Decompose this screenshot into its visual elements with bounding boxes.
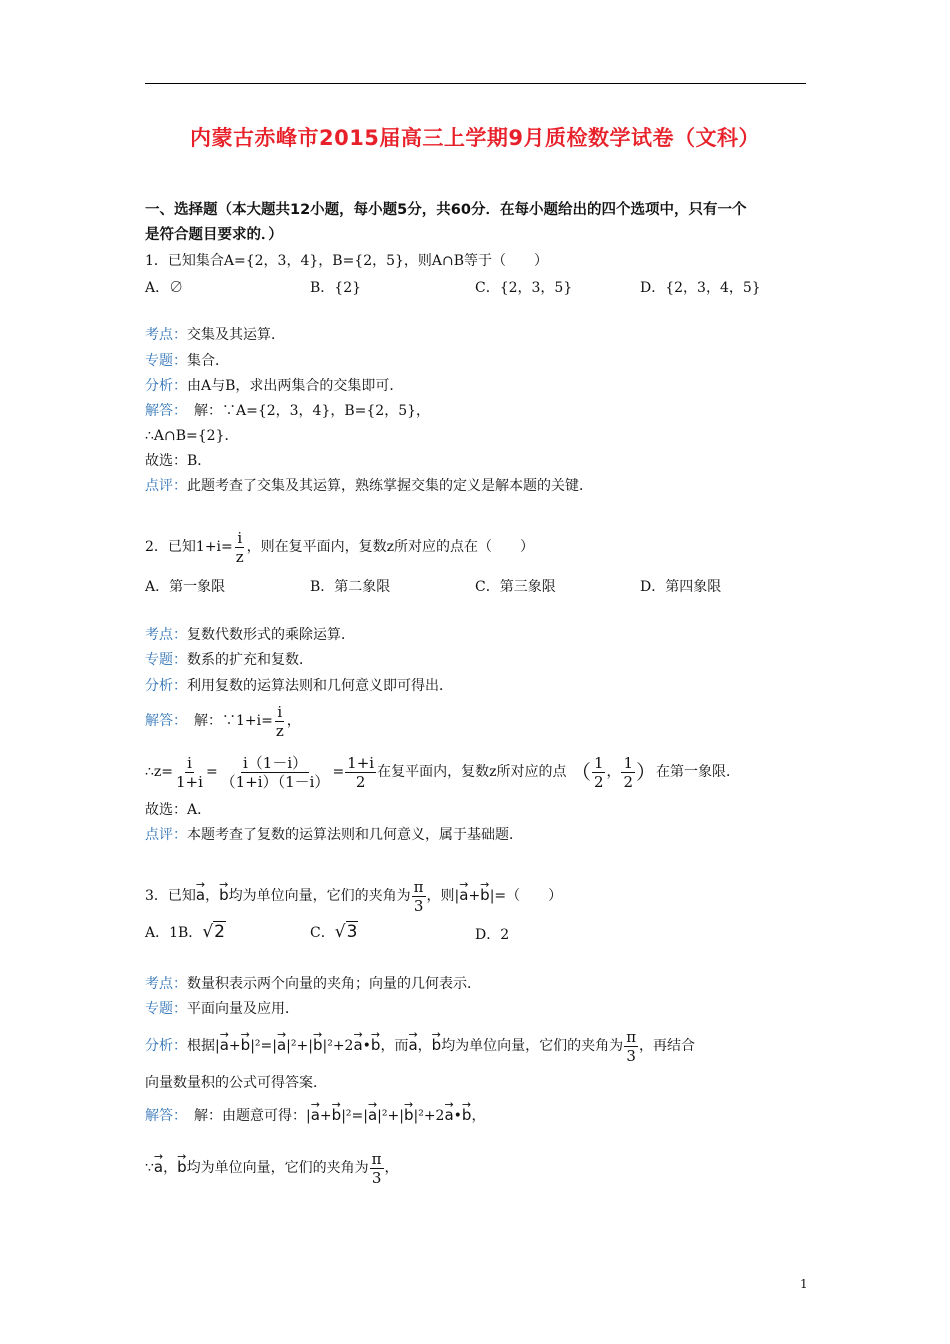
page-title: 内蒙古赤峰市2015届高三上学期9月质检数学试卷（文科） <box>189 126 761 150</box>
q3-fx-sq: |²+| <box>286 1038 313 1054</box>
q3-last-mid: 均为单位向量，它们的夹角为 <box>186 1160 369 1176</box>
q1-option-c: C．{2，3，5} <box>475 280 573 296</box>
q2-choose: 故选：A． <box>145 802 212 818</box>
q3-fx-b3: → b <box>371 1026 381 1064</box>
q1-step2: ∴A∩B={2}． <box>145 428 239 444</box>
q3-fx-a2: → a <box>277 1026 286 1064</box>
q3-jd-b: → b <box>332 1098 342 1132</box>
q2-eq2: = <box>332 764 345 780</box>
q2-jieda-fraction <box>274 703 286 740</box>
q2-calc-frac2 <box>219 754 332 791</box>
label-kaodian: 考点： <box>145 627 187 643</box>
q1-choose: 故选：B． <box>145 453 212 469</box>
q2-option-c: C．第三象限 <box>475 579 556 595</box>
q2-calc-mid: 在复平面内，复数z所对应的点 <box>377 764 567 780</box>
q2-stem-fraction <box>234 529 246 566</box>
q3-pi: π <box>413 877 424 896</box>
q3-jd-dot: • <box>453 1108 462 1124</box>
q2-py-num: 1 <box>623 753 634 772</box>
label-zhuanti: 专题： <box>145 353 187 369</box>
q3-zhuanti-text: 平面向量及应用． <box>187 1001 299 1017</box>
q3-stem-pre: 3．已知 <box>145 888 196 904</box>
q3-fenxi <box>145 1026 695 1065</box>
label-fenxi: 分析： <box>145 678 187 694</box>
q3-option-ab <box>145 922 226 942</box>
q1-jieda <box>145 401 430 421</box>
q2-calc-pre: ∴z= <box>145 764 174 780</box>
q2-option-b: B．第二象限 <box>310 579 391 595</box>
q3-last-three: 3 <box>371 1168 382 1187</box>
q2-jieda-num: i <box>277 702 283 721</box>
q2-calc-post: 在第一象限． <box>656 764 741 780</box>
q2-point-x <box>592 754 606 791</box>
q2-stem <box>145 528 534 566</box>
q2-f1-den: 1+i <box>176 772 203 791</box>
q3-vector-a: → a <box>196 876 205 914</box>
q3-fx-a4: → a <box>408 1026 417 1064</box>
q3-last-pre: ∵ <box>145 1160 154 1176</box>
q3-option-d: D．2 <box>475 927 510 943</box>
q3-fx-eq: |²=| <box>250 1038 277 1054</box>
q2-f2-den: （1+i）（1－i） <box>220 772 330 791</box>
q2-px-den: 2 <box>593 772 604 791</box>
q3-fx-mid: ，而 <box>380 1038 409 1054</box>
q3-stem-mid: 均为单位向量，它们的夹角为 <box>228 888 411 904</box>
q1-zhuanti-text: 集合． <box>187 353 229 369</box>
q3-plus: + <box>468 888 481 904</box>
q3-last-pi: π <box>371 1149 382 1168</box>
q3-kaodian <box>145 974 481 994</box>
label-dianping: 点评： <box>145 827 187 843</box>
q1-dianping <box>145 476 593 496</box>
q2-f3-den: 2 <box>355 772 366 791</box>
q3-fx-comma: ， <box>417 1038 432 1054</box>
q3-fx-b2: → b <box>313 1026 323 1064</box>
q3-jd-b2: → b <box>404 1098 414 1132</box>
q1-option-d: D．{2，3，4，5} <box>640 280 761 296</box>
q3-jd-a3: → a <box>444 1098 453 1132</box>
q2-stem-pre: 2．已知1+i= <box>145 539 233 555</box>
q3-fenxi-line2: 向量数量积的公式可得答案． <box>145 1075 327 1091</box>
q1-option-b: B．{2} <box>310 280 362 296</box>
label-jieda: 解答： <box>145 713 180 729</box>
q1-jieda-text: 解：∵A={2，3，4}，B={2，5}， <box>180 403 431 419</box>
q3-sqrt3: √3 <box>334 922 358 942</box>
label-jieda: 解答： <box>145 403 180 419</box>
q3-jd-plus: + <box>319 1108 332 1124</box>
label-dianping: 点评： <box>145 478 187 494</box>
q3-jieda <box>145 1098 485 1133</box>
q1-kaodian-text: 交集及其运算． <box>187 327 285 343</box>
page-number: 1 <box>800 1277 808 1291</box>
q2-calc-frac1 <box>174 754 205 791</box>
q2-frac-num: i <box>237 528 243 547</box>
q3-last-angle <box>370 1150 384 1187</box>
q3-sqrt2: √2 <box>202 922 225 942</box>
q3-jd-b3: → b <box>462 1098 472 1132</box>
q3-angle-fraction <box>412 878 426 915</box>
section-heading-line2: 是符合题目要求的．） <box>145 227 283 243</box>
q3-stem <box>145 876 562 915</box>
q3-last-post: ， <box>384 1160 399 1176</box>
q2-jieda-den: z <box>275 721 284 740</box>
q3-kaodian-text: 数量积表示两个向量的夹角；向量的几何表示． <box>187 976 481 992</box>
label-zhuanti: 专题： <box>145 652 187 668</box>
q2-option-d: D．第四象限 <box>640 579 722 595</box>
q3-jd-a2: → a <box>368 1098 377 1132</box>
q2-f1-num: i <box>187 753 192 772</box>
q3-comma: ， <box>205 888 220 904</box>
q3-jd-a: → a <box>311 1098 320 1132</box>
q3-fx-post: ，再结合 <box>639 1038 696 1054</box>
q3-fx-a: → a <box>220 1026 229 1064</box>
q2-kaodian <box>145 625 355 645</box>
label-zhuanti: 专题： <box>145 1001 187 1017</box>
q2-stem-post: ，则在复平面内，复数z所对应的点在（ ） <box>246 539 535 555</box>
q2-frac-den: z <box>235 547 244 566</box>
q3-fx-mid2: 均为单位向量，它们的夹角为 <box>441 1038 624 1054</box>
q3-last-line <box>145 1148 399 1187</box>
q2-py-den: 2 <box>623 772 634 791</box>
q3-stem-post2: |=（ ） <box>489 888 563 904</box>
label-fenxi: 分析： <box>145 1038 187 1054</box>
q2-f2-num: i（1－i） <box>242 753 308 772</box>
label-kaodian: 考点： <box>145 976 187 992</box>
q1-fenxi <box>145 376 403 396</box>
q3-fx-three: 3 <box>626 1046 636 1065</box>
q3-last-b: → b <box>177 1148 187 1186</box>
q2-jieda-post: ， <box>286 713 301 729</box>
q1-option-a: A．∅ <box>145 280 184 296</box>
q3-fx-angle <box>624 1028 638 1065</box>
q2-fenxi <box>145 676 453 696</box>
q2-kaodian-text: 复数代数形式的乘除运算． <box>187 627 355 643</box>
q3-stem-post1: ，则| <box>426 888 460 904</box>
q3-last-comma: ， <box>163 1160 178 1176</box>
q2-jieda-pre: 解：∵1+i= <box>180 713 273 729</box>
q3-sqrt3-rad: 3 <box>346 922 358 942</box>
q2-calc-frac3 <box>345 754 376 791</box>
q3-three: 3 <box>413 896 424 915</box>
q3-vector-b: → b <box>219 876 229 914</box>
label-fenxi: 分析： <box>145 378 187 394</box>
label-kaodian: 考点： <box>145 327 187 343</box>
q3-sqrt2-rad: 2 <box>214 922 225 942</box>
q1-zhuanti <box>145 351 229 371</box>
q2-fenxi-text: 利用复数的运算法则和几何意义即可得出． <box>187 678 453 694</box>
header-rule <box>145 83 806 84</box>
q3-last-a: → a <box>154 1148 163 1186</box>
q3-fx-b: → b <box>241 1026 251 1064</box>
q3-jd-eq: |²=| <box>341 1108 368 1124</box>
q2-eq1: = <box>205 764 218 780</box>
q3-fx-a3: → a <box>353 1026 362 1064</box>
q3-jd-sq2: |²+2 <box>413 1108 445 1124</box>
q3-option-c <box>310 922 358 942</box>
q3-vec-b2: → b <box>480 876 490 914</box>
q3-vec-a2: → a <box>459 876 468 914</box>
q2-dianping <box>145 825 523 845</box>
q3-fx-dot: • <box>362 1038 371 1054</box>
q1-fenxi-text: 由A与B，求出两集合的交集即可． <box>187 378 404 394</box>
q2-zhuanti <box>145 650 313 670</box>
section-heading-line1: 一、选择题（本大题共12小题，每小题5分，共60分．在每小题给出的四个选项中，只有一个 <box>145 202 747 218</box>
q1-kaodian <box>145 325 285 345</box>
q2-f3-num: 1+i <box>347 753 375 772</box>
q2-point-y <box>621 754 635 791</box>
q3-jd-pre: 解：由题意可得：| <box>180 1108 311 1124</box>
q2-calculation: ∴z= $\frac{i}{1+i}$ = $\frac{i(1-i)}{(1+i)(1-i)}$ = $\frac{1+i}{2}$ 在复平面内，复数z所对应的点 （ $\frac{1}{2}$ ， $\frac{1}{2}$ ）在第一象限． <box>145 753 741 791</box>
q2-jieda <box>145 702 301 740</box>
q3-fx-sq2: |²+2 <box>322 1038 354 1054</box>
q1-dianping-text: 此题考查了交集及其运算，熟练掌握交集的定义是解本题的关键． <box>187 478 593 494</box>
q1-stem: 1．已知集合A={2，3，4}，B={2，5}，则A∩B等于（ ） <box>145 253 549 269</box>
q3-fx-plus: + <box>228 1038 241 1054</box>
q3-jd-post: ， <box>471 1108 486 1124</box>
q2-zhuanti-text: 数系的扩充和复数． <box>187 652 313 668</box>
q3-fenxi-pre: 根据| <box>187 1038 220 1054</box>
q2-option-a: A．第一象限 <box>145 579 226 595</box>
q3-fx-pi: π <box>626 1027 637 1046</box>
q3-jd-sq: |²+| <box>377 1108 404 1124</box>
label-jieda: 解答： <box>145 1108 180 1124</box>
q3-opt-c-text: C． <box>310 925 335 941</box>
q2-dianping-text: 本题考查了复数的运算法则和几何意义，属于基础题． <box>187 827 523 843</box>
q3-opt-ab-text: A．1B． <box>145 925 203 941</box>
q2-px-num: 1 <box>593 753 604 772</box>
q3-fx-b4: → b <box>432 1026 442 1064</box>
